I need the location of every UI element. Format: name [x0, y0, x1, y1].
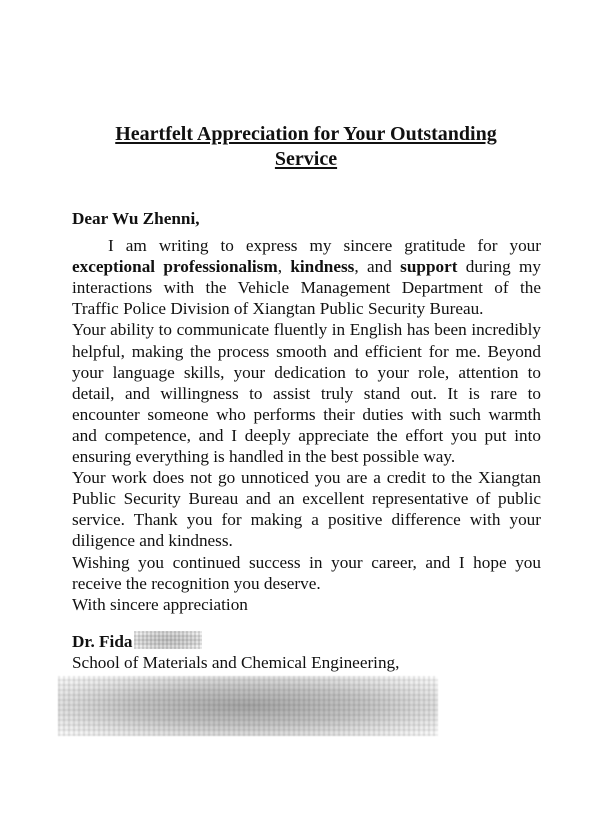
paragraph-1 — [72, 235, 541, 319]
emphasis-professionalism: exceptional professionalism — [72, 257, 278, 277]
emphasis-kindness: kindness — [290, 257, 355, 277]
title-line-1: Heartfelt Appreciation for Your Outstanding — [115, 123, 497, 145]
paragraph-3: Your work does not go unnoticed you are a credit to the Xiangtan Public Security Bureau and an excellent representative of public service. Thank you for making a positive difference with your diligence and kindness. — [72, 468, 541, 551]
redacted-surname — [134, 631, 202, 649]
paragraph-2: Your ability to communicate fluently in English has been incredibly helpful, making the process smooth and efficient for me. Beyond your language skills, your dedication to your role, attention to detail, and willingness to assist truly stand out. It is rare to encounter someone who performs their duties with such warmth and competence, and I deeply appreciate the effort you put into ensuring everything is handled in the best possible way. — [72, 320, 541, 467]
letter-title — [80, 122, 532, 172]
signature-block — [72, 631, 541, 673]
paragraph-1-sep-1: , — [277, 257, 291, 277]
signature-school: School of Materials and Chemical Engineering, — [72, 652, 400, 672]
closing-line: With sincere appreciation — [72, 594, 248, 614]
paragraph-1-rest: during my interactions with the Vehicle Management Department of the Traffic Police Division of Xiangtan Public Security Bureau. — [72, 257, 541, 319]
signature-name-row — [72, 631, 541, 652]
signature-name: Dr. Fida — [72, 631, 133, 651]
redacted-address-block — [58, 676, 438, 736]
letter-body — [72, 208, 541, 673]
paragraph-1-intro: I am writing to express my sincere gratitude for your — [108, 236, 541, 256]
title-line-2: Service — [274, 148, 338, 170]
emphasis-support: support — [400, 257, 458, 277]
paragraph-4: Wishing you continued success in your career, and I hope you receive the recognition you deserve. — [72, 552, 541, 593]
salutation: Dear Wu Zhenni, — [72, 209, 200, 228]
paragraph-1-sep-2: , and — [354, 257, 401, 277]
